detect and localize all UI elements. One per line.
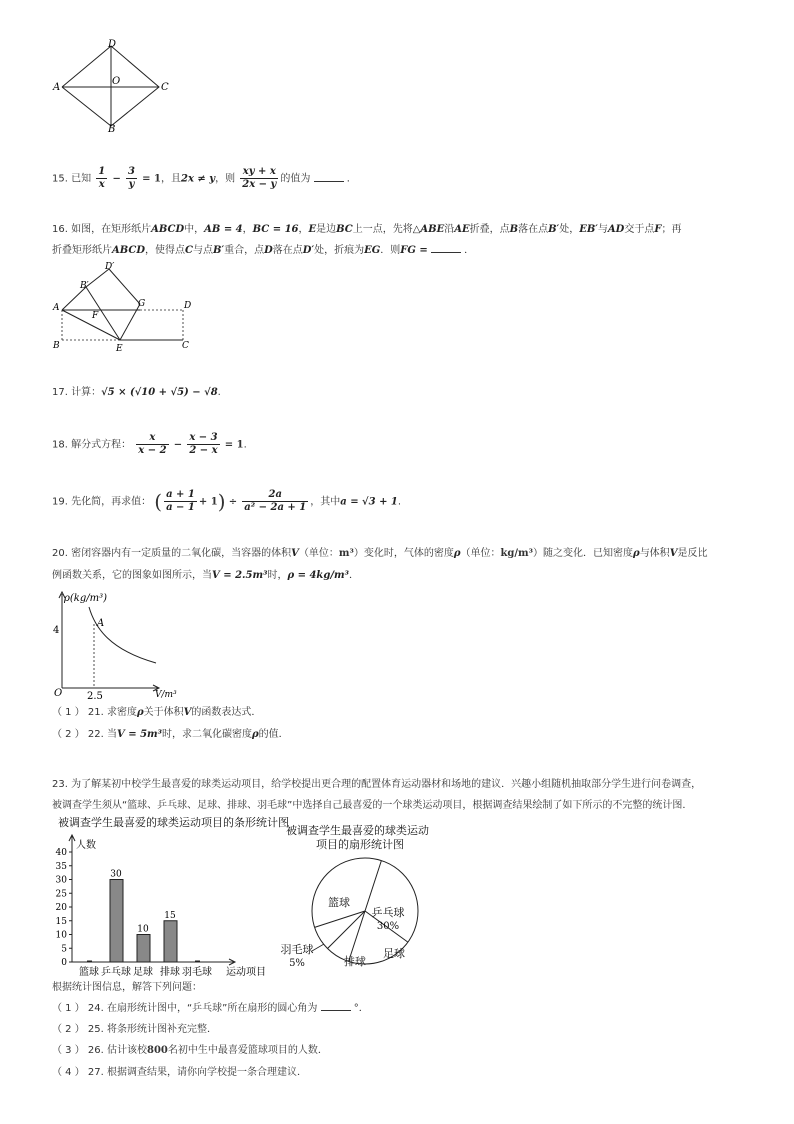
inverse-curve (89, 607, 156, 663)
bar-category-label-0: 篮球 (79, 967, 99, 978)
q15-suffix: 的值为 (280, 173, 311, 185)
rhombus-label-a: A (53, 82, 61, 93)
q15-frac1: $\frac{1}{x}$ (98, 166, 106, 190)
pie-leader-line (312, 944, 324, 951)
bar-chart (44, 828, 276, 980)
q15-frac3: $\frac{xy + x}{2x - y}$ (242, 166, 277, 190)
svg-text:B: B (53, 341, 60, 351)
question-20-line2: 例函数关系，它的图象如图所示，当V = 2.5m³时，ρ = 4kg/m³． (52, 570, 359, 581)
svg-text:B′: B′ (80, 281, 89, 291)
q15-cond: 2x ≠ y (181, 173, 216, 185)
q15-answer-blank[interactable] (314, 171, 344, 182)
question-23-sub1: （ 1 ） 24. 在扇形统计图中，“乒乓球”所在扇形的圆心角为 °． (52, 1000, 369, 1018)
graph-x-label: V/m³ (155, 690, 177, 700)
bar-data-label-1: 30 (110, 869, 122, 880)
question-20-sub2: （ 2 ） 22. 当V = 5m³时，求二氧化碳密度ρ的值． (52, 729, 289, 740)
graph-x-tick: 2.5 (87, 691, 103, 700)
bar-y-label: 人数 (76, 840, 96, 851)
question-19: 19. 先化简，再求值： ( $\frac{a + 1}{a - 1}$ + 1) ÷ $\frac{2a}{\text{a² − 2a + 1}}$ ，其中a = √3 + 1. (52, 489, 402, 514)
graph-origin: O (54, 688, 63, 699)
bar-y-tick-label: 35 (55, 861, 67, 872)
bar-y-tick-label: 30 (55, 875, 67, 886)
rhombus-figure (50, 38, 175, 134)
question-20-line1: 20. 密闭容器内有一定质量的二氧化碳，当容器的体积V（单位：m³）变化时，气体的密度ρ（单位：kg/m³）随之变化．已知密度ρ与体积V是反比 (52, 548, 708, 559)
question-23-sub4: （ 4 ） 27. 根据调查结果，请你向学校提一条合理建议． (52, 1067, 307, 1078)
bar-y-tick-label: 10 (55, 930, 67, 941)
q15-prefix: 15. 已知 (52, 173, 92, 185)
pie-chart-title-line2: 项目的扇形统计图 (316, 838, 404, 851)
pie-slice-label-3: 排球 (344, 955, 366, 968)
question-18: 18. 解分式方程： $\frac{x}{x - 2}$ − $\frac{x - 3}{2 - x}$ = 1. (52, 432, 247, 456)
svg-text:D: D (184, 301, 192, 311)
graph-y-tick: 4 (53, 625, 60, 636)
bar-chart-title: 被调查学生最喜爱的球类运动项目的条形统计图 (58, 816, 289, 829)
graph-point-a: A (97, 618, 105, 629)
question-23-sub2: （ 2 ） 25. 将条形统计图补充完整． (52, 1024, 217, 1035)
bar-y-tick-label: 5 (61, 944, 67, 955)
q15-frac2: $\frac{3}{y}$ (128, 166, 135, 190)
graph-y-label: ρ(kg/m³) (64, 593, 108, 604)
svg-text:F: F (92, 311, 99, 321)
rhombus-label-o: O (112, 76, 121, 87)
bar-2 (137, 935, 150, 963)
bar-data-label-2: 10 (137, 924, 149, 935)
rhombus-label-d: D (108, 39, 117, 50)
svg-text:C: C (182, 341, 189, 351)
bar-category-label-4: 羽毛球 (182, 967, 212, 978)
bar-category-label-3: 排球 (160, 967, 180, 978)
question-23-sub3: （ 3 ） 26. 估计该校800名初中生中最喜爱篮球项目的人数． (52, 1045, 328, 1056)
question-20-sub1: （ 1 ） 21. 求密度ρ关于体积V的函数表达式． (52, 707, 262, 718)
q15-mid: ，且 (161, 173, 181, 185)
bar-y-tick-label: 15 (55, 916, 67, 927)
svg-text:E: E (116, 344, 123, 354)
q15-then: ，则 (215, 173, 236, 185)
q24-answer-blank[interactable] (321, 1000, 351, 1011)
question-23-line2: 被调查学生须从“篮球、乒乓球、足球、排球、羽毛球”中选择自己最喜爱的一个球类运动项目，根据调查结果绘制了如下所示的不完整的统计图． (52, 800, 693, 811)
svg-text:A: A (53, 303, 60, 313)
pie-slice-label-1: 乒乓球 (371, 906, 405, 919)
folding-figure (50, 260, 200, 354)
rhombus-label-c: C (161, 82, 169, 93)
bar-y-tick-label: 25 (55, 889, 67, 900)
pie-chart (276, 850, 456, 974)
bar-3 (164, 921, 177, 962)
pie-chart-title-line1: 被调查学生最喜爱的球类运动 (286, 824, 429, 837)
pie-slice-label-2: 足球 (383, 947, 405, 960)
pie-slice-boundary-0 (365, 861, 381, 911)
question-15 (52, 166, 357, 191)
bar-x-label: 运动项目 (226, 967, 266, 978)
bar-y-tick-label: 20 (55, 903, 67, 913)
bar-y-tick-label: 0 (61, 958, 67, 968)
pie-slice-pct-1: 30% (376, 921, 400, 932)
question-16-line1: 16. 如图，在矩形纸片ABCD中，AB = 4，BC = 16，E是边BC上一点，先将△ABE沿AE折叠，点B落在点B′处，EB′与AD交于点F；再 (52, 224, 682, 235)
bar-1 (110, 880, 123, 963)
bar-category-label-1: 乒乓球 (101, 967, 131, 978)
rhombus-label-b: B (108, 124, 116, 134)
q15-eq: = 1 (142, 173, 161, 185)
question-16-line2: 折叠矩形纸片ABCD，使得点C与点B′重合，点D落在点D′处，折痕为EG．则FG = ． (52, 242, 474, 260)
q16-answer-blank[interactable] (431, 242, 461, 253)
bar-data-label-3: 15 (164, 910, 176, 921)
pie-slice-label-4: 羽毛球 (280, 943, 314, 956)
pie-slice-label-0: 篮球 (328, 896, 350, 909)
q15-end: ． (346, 173, 357, 185)
bar-category-label-2: 足球 (133, 967, 153, 978)
density-graph (50, 588, 190, 700)
question-23-line1: 23. 为了解某初中校学生最喜爱的球类运动项目，给学校提出更合理的配置体育运动器材和场地的建议．兴趣小组随机抽取部分学生进行问卷调查， (52, 779, 702, 790)
question-17: 17. 计算：√5 × (√10 + √5) − √8. (52, 387, 221, 398)
bar-y-tick-label: 40 (55, 848, 67, 858)
question-23-after: 根据统计图信息，解答下列问题： (52, 982, 202, 993)
q15-minus: − (112, 173, 121, 185)
pie-slice-pct-4: 5% (289, 958, 305, 969)
svg-text:D′: D′ (105, 262, 115, 272)
svg-text:G: G (138, 299, 146, 309)
